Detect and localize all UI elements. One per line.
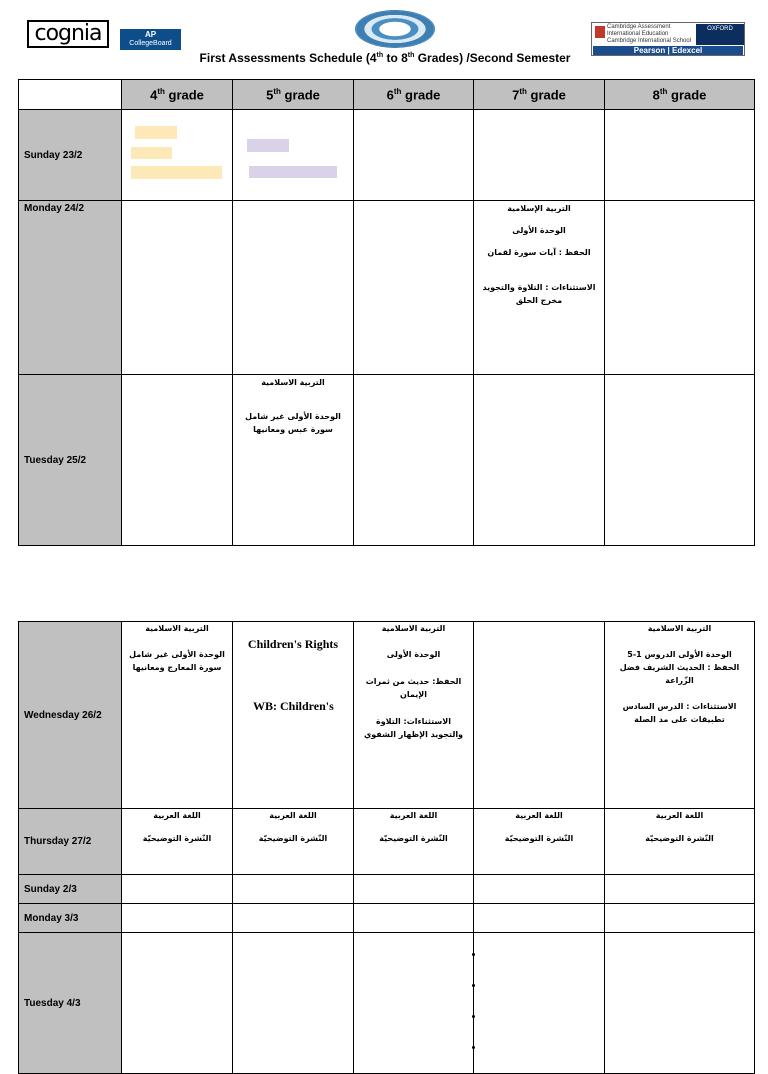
schedule-cell (122, 904, 233, 933)
schedule-cell (122, 375, 233, 546)
schedule-cell (354, 201, 474, 375)
day-label: Thursday 27/2 (19, 809, 122, 875)
schedule-cell (605, 904, 755, 933)
redacted-highlight (247, 139, 289, 152)
schedule-cell (122, 875, 233, 904)
schedule-cell (122, 933, 233, 1074)
day-label: Monday 24/2 (19, 201, 122, 375)
schedule-cell (605, 933, 755, 1074)
schedule-cell-islamic: التربية الاسلامية الوحدة الأولى الحفظ: حديث من ثمرات الإيمان الاستثناءات: التلاوة والتجويد الإظهار الشفوي (354, 622, 474, 809)
bullet-item (484, 1011, 604, 1042)
schedule-cell-arabic: اللغة العربية النّشرة التوضيحيّة (605, 809, 755, 875)
oxford-logo: OXFORD (696, 24, 744, 45)
corner-cell (19, 80, 122, 110)
collegeboard-logo-text: CollegeBoard (129, 40, 172, 47)
redacted-highlight (131, 166, 222, 179)
schedule-cell (354, 375, 474, 546)
pearson-edexcel-logo: Pearson | Edexcel (593, 46, 743, 55)
schedule-cell-islamic: التربية الاسلامية الوحدة الأولى غير شامل سورة المعارج ومعانيها (122, 622, 233, 809)
day-row (19, 904, 755, 933)
schedule-cell-islamic: التربية الاسلامية الوحدة الأولى غير شامل سورة عبس ومعانيها (233, 375, 354, 546)
partner-logos (591, 22, 745, 56)
bullet-item (484, 1042, 604, 1073)
cambridge-logo: Cambridge Assessment International Education Cambridge International School (593, 24, 694, 46)
school-seal-logo (355, 10, 435, 48)
schedule-cell (233, 904, 354, 933)
schedule-cell-islamic: التربية الاسلامية الوحدة الأولى الدروس 1-5 الحفظ : الحديث الشريف فضل الزّراعة الاستثناءات : الدرس السادس تطبيقات على مد الصلة (605, 622, 755, 809)
day-row (19, 201, 755, 375)
schedule-cell (122, 201, 233, 375)
day-row (19, 110, 755, 201)
grade-header: 6th grade (354, 80, 474, 110)
day-row (19, 933, 755, 1074)
ap-logo-text: AP (144, 30, 157, 39)
schedule-cell-arabic: اللغة العربية النّشرة التوضيحيّة (233, 809, 354, 875)
schedule-cell (605, 875, 755, 904)
schedule-cell (605, 201, 755, 375)
schedule-cell (605, 110, 755, 201)
schedule-cell (233, 201, 354, 375)
schedule-cell (605, 375, 755, 546)
day-label: Sunday 2/3 (19, 875, 122, 904)
day-label: Wednesday 26/2 (19, 622, 122, 809)
grade-header-row (19, 80, 755, 110)
day-label: Tuesday 4/3 (19, 933, 122, 1074)
day-row (19, 622, 755, 809)
redacted-highlight (249, 166, 337, 178)
bullet-item (484, 949, 604, 980)
ap-collegeboard-logo (120, 29, 181, 50)
grade-header: 7th grade (474, 80, 605, 110)
schedule-cell (122, 110, 233, 201)
cambridge-shield-icon (595, 26, 605, 38)
schedule-cell-islamic: التربية الإسلامية الوحدة الأولى الحفظ : آيات سورة لقمان الاستثناءات : التلاوة والتجويد مخرج الحلق (474, 201, 605, 375)
schedule-cell (354, 904, 474, 933)
schedule-cell (474, 375, 605, 546)
schedule-table-1 (18, 79, 755, 546)
day-row (19, 809, 755, 875)
day-row (19, 875, 755, 904)
schedule-cell-arabic: اللغة العربية النّشرة التوضيحيّة (474, 809, 605, 875)
english-workbook: WB: Children's (253, 699, 334, 713)
schedule-cell (233, 933, 354, 1074)
schedule-cell (474, 110, 605, 201)
english-topic: Children's Rights (247, 637, 339, 651)
schedule-table-2 (18, 621, 755, 1074)
schedule-cell (354, 933, 474, 1074)
schedule-cell (354, 110, 474, 201)
schedule-cell-arabic: اللغة العربية النّشرة التوضيحيّة (354, 809, 474, 875)
schedule-cell (233, 110, 354, 201)
day-label: Monday 3/3 (19, 904, 122, 933)
redacted-highlight (135, 126, 177, 139)
cognia-logo: cognia (27, 20, 109, 48)
schedule-cell-english (233, 622, 354, 809)
day-row (19, 375, 755, 546)
day-label: Sunday 23/2 (19, 110, 122, 201)
schedule-cell-arabic: اللغة العربية النّشرة التوضيحيّة (122, 809, 233, 875)
schedule-cell (474, 875, 605, 904)
grade-header: 8th grade (605, 80, 755, 110)
document-title: First Assessments Schedule (4th to 8th Grades) /Second Semester (199, 51, 571, 65)
bullet-item (484, 980, 604, 1011)
day-label: Tuesday 25/2 (19, 375, 122, 546)
schedule-cell (474, 904, 605, 933)
grade-header: 5th grade (233, 80, 354, 110)
schedule-cell (233, 875, 354, 904)
redacted-highlight (131, 147, 172, 159)
schedule-cell (474, 622, 605, 809)
grade-header: 4th grade (122, 80, 233, 110)
schedule-cell (354, 875, 474, 904)
schedule-cell (474, 933, 605, 1074)
bullet-list (474, 949, 604, 1073)
